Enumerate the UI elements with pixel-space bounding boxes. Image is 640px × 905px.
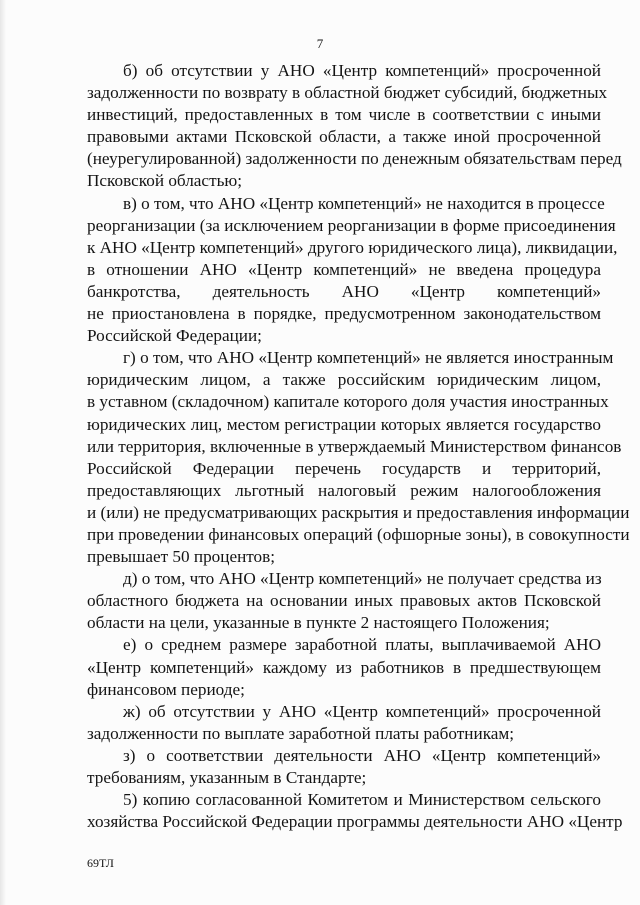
text-line: и (или) не предусматривающих раскрытия и предоставления информации bbox=[87, 502, 630, 522]
text-line: юридическим лицом, а также российским юридическим лицом, bbox=[87, 370, 601, 390]
text-line: 5) копию согласованной Комитетом и Министерством сельского bbox=[123, 790, 601, 810]
text-line: не приостановлена в порядке, предусмотренном законодательством bbox=[87, 304, 601, 324]
text-line: при проведении финансовых операций (офшорные зоны), в совокупности bbox=[87, 524, 630, 544]
text-line: в) о том, что АНО «Центр компетенций» не находится в процессе bbox=[123, 193, 605, 213]
text-line: з) о соответствии деятельности АНО «Центр компетенций» bbox=[123, 745, 601, 765]
document-code: 69ТЛ bbox=[87, 856, 114, 870]
text-line: инвестиций, предоставленных в том числе в соответствии с иными bbox=[87, 105, 601, 125]
text-line: Псковской областью; bbox=[87, 171, 243, 191]
text-line: юридических лиц, местом регистрации которых является государство bbox=[87, 414, 601, 434]
paragraph bbox=[87, 193, 618, 348]
text-line: ж) об отсутствии у АНО «Центр компетенций» просроченной bbox=[123, 701, 601, 721]
document-body bbox=[87, 60, 630, 833]
text-line: (неурегулированной) задолженности по денежным обязательствам перед bbox=[87, 149, 622, 169]
page-number: 7 bbox=[316, 36, 324, 51]
text-line: г) о том, что АНО «Центр компетенций» не является иностранным bbox=[123, 348, 614, 368]
text-line: требованиям, указанным в Стандарте; bbox=[87, 768, 367, 787]
text-line: банкротства, деятельность АНО «Центр компетенций» bbox=[87, 281, 601, 301]
text-line: предоставляющих льготный налоговый режим налогообложения bbox=[87, 480, 601, 500]
text-line: областного бюджета на основании иных правовых актов Псковской bbox=[87, 591, 601, 611]
paragraph bbox=[87, 701, 601, 745]
text-line: области на цели, указанные в пункте 2 настоящего Положения; bbox=[87, 613, 550, 633]
text-line: Российской Федерации перечень государств и территорий, bbox=[87, 458, 601, 478]
paragraph bbox=[87, 789, 623, 833]
text-line: задолженности по выплате заработной платы работникам; bbox=[87, 723, 515, 743]
paragraph bbox=[87, 634, 601, 700]
text-line: превышает 50 процентов; bbox=[87, 547, 276, 567]
scan-edge-shadow bbox=[0, 0, 6, 905]
text-line: задолженности по возврату в областной бюджет субсидий, бюджетных bbox=[87, 83, 608, 103]
text-line: е) о среднем размере заработной платы, выплачиваемой АНО bbox=[123, 635, 601, 655]
text-line: реорганизации (за исключением реорганизации в форме присоединения bbox=[87, 215, 616, 235]
text-line: в уставном (складочном) капитале которого доля участия иностранных bbox=[87, 392, 609, 412]
text-line: или территория, включенные в утверждаемый Министерством финансов bbox=[87, 436, 622, 456]
text-line: хозяйства Российской Федерации программы деятельности АНО «Центр bbox=[87, 812, 623, 832]
text-line: к АНО «Центр компетенций» другого юридического лица), ликвидации, bbox=[87, 237, 618, 257]
paragraph bbox=[87, 347, 630, 568]
text-line: б) об отсутствии у АНО «Центр компетенций» просроченной bbox=[123, 61, 601, 80]
text-line: д) о том, что АНО «Центр компетенций» не получает средства из bbox=[123, 569, 602, 589]
text-line: «Центр компетенций» каждому из работников в предшествующем bbox=[87, 657, 601, 677]
paragraph bbox=[87, 568, 601, 634]
text-line: финансовом периоде; bbox=[87, 679, 245, 699]
text-line: правовыми актами Псковской области, а также иной просроченной bbox=[87, 127, 601, 147]
paragraph bbox=[87, 60, 622, 193]
text-line: Российской Федерации; bbox=[87, 326, 262, 346]
paragraph bbox=[87, 745, 601, 789]
text-line: в отношении АНО «Центр компетенций» не введена процедура bbox=[87, 259, 601, 279]
